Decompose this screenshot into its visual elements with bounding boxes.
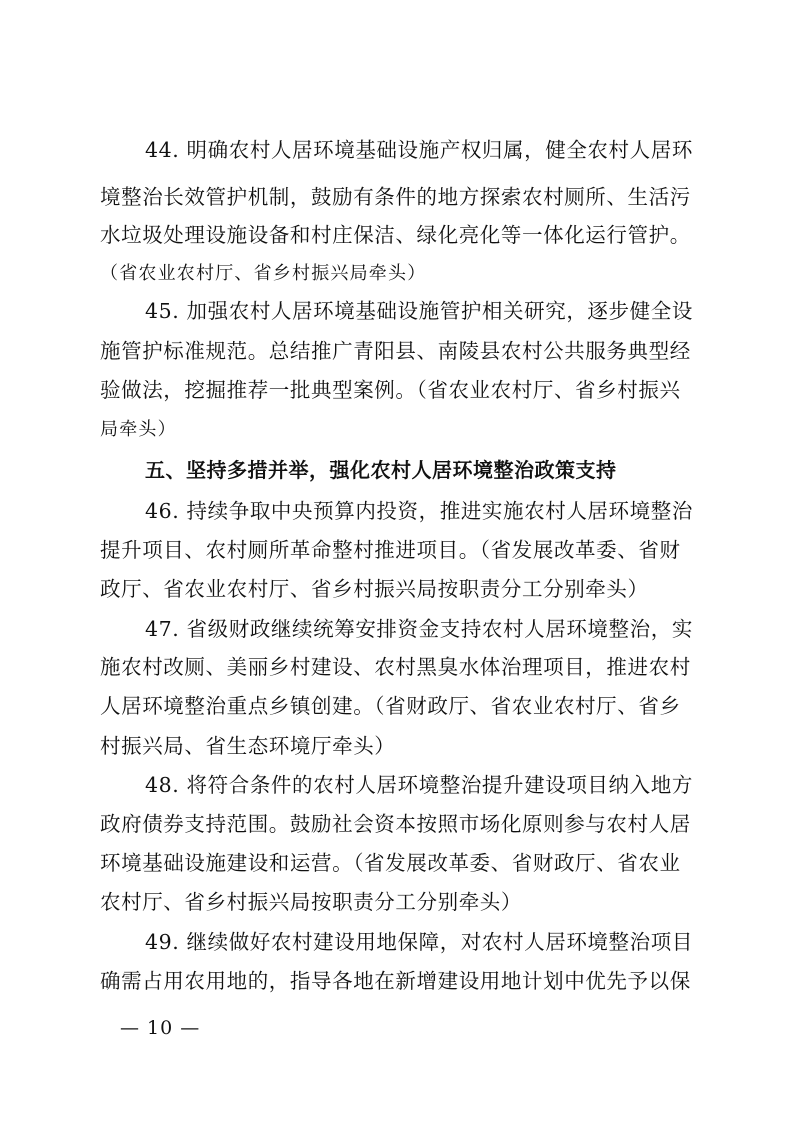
paragraph-47-line-1: 47. 省级财政继续统筹安排资金支持农村人居环境整治，实 [145, 617, 693, 641]
paragraph-47-line-3: 人居环境整治重点乡镇创建。（省财政厅、省农业农村厅、省乡 [100, 694, 681, 718]
paragraph-44-line-3: 水垃圾处理设施设备和村庄保洁、绿化亮化等一体化运行管护。 [100, 223, 691, 247]
paragraph-44-line-4: （省农业农村厅、省乡村振兴局牵头） [100, 263, 427, 284]
paragraph-45-line-3: 验做法，挖掘推荐一批典型案例。（省农业农村厅、省乡村振兴 [100, 378, 681, 402]
paragraph-48-line-2: 政府债券支持范围。鼓励社会资本按照市场化原则参与农村人居 [100, 812, 691, 836]
paragraph-47-line-2: 施农村改厕、美丽乡村建设、农村黑臭水体治理项目，推进农村 [100, 655, 691, 679]
paragraph-48-line-1: 48. 将符合条件的农村人居环境整治提升建设项目纳入地方 [145, 773, 693, 797]
paragraph-49-line-1: 49. 继续做好农村建设用地保障，对农村人居环境整治项目 [145, 930, 693, 954]
paragraph-45-line-4: 局牵头） [100, 419, 177, 440]
paragraph-45-line-2: 施管护标准规范。总结推广青阳县、南陵县农村公共服务典型经 [100, 339, 691, 363]
paragraph-46-line-3: 政厅、省农业农村厅、省乡村振兴局按职责分工分别牵头） [100, 577, 649, 601]
paragraph-45-line-1: 45. 加强农村人居环境基础设施管护相关研究，逐步健全设 [145, 299, 693, 323]
paragraph-48-line-4: 农村厅、省乡村振兴局按职责分工分别牵头） [100, 890, 522, 914]
page-number: — 10 — [120, 1017, 201, 1039]
paragraph-47-line-4: 村振兴局、省生态环境厅牵头） [100, 734, 396, 758]
paragraph-44-line-2: 境整治长效管护机制，鼓励有条件的地方探索农村厕所、生活污 [100, 185, 691, 209]
paragraph-48-line-3: 环境基础设施建设和运营。（省发展改革委、省财政厅、省农业 [100, 851, 681, 875]
section-heading: 五、坚持多措并举，强化农村人居环境整治政策支持 [145, 458, 617, 482]
paragraph-44-line-1: 44. 明确农村人居环境基础设施产权归属，健全农村人居环 [145, 138, 693, 162]
paragraph-46-line-1: 46. 持续争取中央预算内投资，推进实施农村人居环境整治 [145, 499, 693, 523]
paragraph-46-line-2: 提升项目、农村厕所革命整村推进项目。（省发展改革委、省财 [100, 538, 681, 562]
paragraph-49-line-2: 确需占用农用地的，指导各地在新增建设用地计划中优先予以保 [100, 969, 691, 993]
